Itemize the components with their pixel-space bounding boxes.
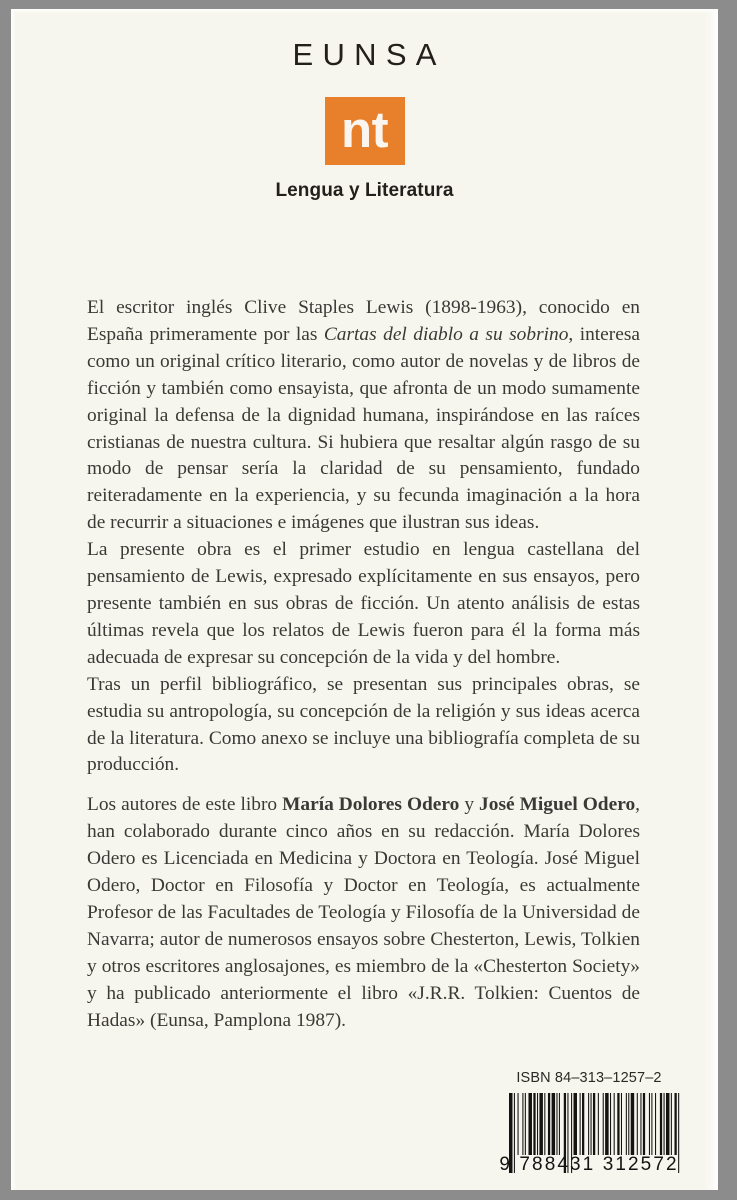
blurb-run-normal: Tras un perfil bibliográfico, se presentan sus principales obras, se estudia su antropología, su concepción de la religión y sus ideas acerca de la literatura. Como anexo se incluye una bibliografía completa de su producción. xyxy=(87,673,640,776)
blurb-run-bold: José Miguel Odero xyxy=(479,794,636,816)
barcode-digits: 9 788431 312572 xyxy=(499,1153,679,1175)
nt-logo-text: nt xyxy=(340,100,389,158)
blurb-run-normal: La presente obra es el primer estudio en lengua castellana del pensamiento de Lewis, expresado explícitamente en sus ensayos, pero presente también en sus obras de ficción. Un atento análisis de estas últimas revela que los relatos de Lewis fueron para él la forma más adecuada de expresar su concepción de la vida y del hombre. xyxy=(87,539,640,668)
blurb-run-bold: María Dolores Odero xyxy=(282,794,460,816)
blurb-run-normal: Los autores de este libro xyxy=(87,794,283,816)
blurb-run-normal: , interesa como un original crítico literario, como autor de novelas y de libros de ficción y también como ensayista, que afronta de un modo sumamente original la defensa de la dignidad humana, inspirándose en las raíces cristianas de nuestra cultura. Si hubiera que resaltar algún rasgo de su modo de pensar sería la claridad de su pensamiento, fundado reiteradamente en la experiencia, y su fecunda imaginación a la hora de recurrir a situaciones e imágenes que ilustran sus ideas. xyxy=(87,323,640,534)
publisher-name: EUNSA xyxy=(292,37,446,72)
publisher-logo-block xyxy=(11,39,718,200)
barcode xyxy=(493,1093,685,1175)
blurb-run-normal: , han colaborado durante cinco años en su redacción. María Dolores Odero es Licenciada en Medicina y Doctora en Teología. José Miguel Odero, Doctor en Filosofía y Doctor en Teología, es actualmente Profesor de las Facultades de Teología y Filosofía de la Universidad de Navarra; autor de numerosos ensayos sobre Chesterton, Lewis, Tolkien y otros escritores anglosajones, es miembro de la «Chesterton Society» y ha publicado anteriormente el libro «J.R.R. Tolkien: Cuentos de Hadas» (Eunsa, Pamplona 1987). xyxy=(87,794,641,1031)
page-edge-highlight-top xyxy=(11,9,718,13)
blurb-run-normal: El escritor inglés Clive Staples Lewis (1898-1963), conocido en España primeramente por las xyxy=(87,297,640,345)
blurb-paragraph xyxy=(87,537,640,672)
blurb-paragraph xyxy=(87,672,640,780)
blurb-run-normal: y xyxy=(459,794,480,816)
cover-page xyxy=(11,9,718,1190)
isbn-block xyxy=(493,1071,685,1175)
nt-logo-mark xyxy=(325,97,405,165)
collection-name: Lengua y Literatura xyxy=(275,180,454,201)
blurb-paragraph xyxy=(87,792,640,1034)
blurb-run-italic: Cartas del diablo a su sobrino xyxy=(323,323,569,345)
isbn-label: ISBN 84–313–1257–2 xyxy=(516,1070,662,1086)
blurb-text xyxy=(87,295,640,1034)
blurb-paragraph xyxy=(87,295,640,537)
